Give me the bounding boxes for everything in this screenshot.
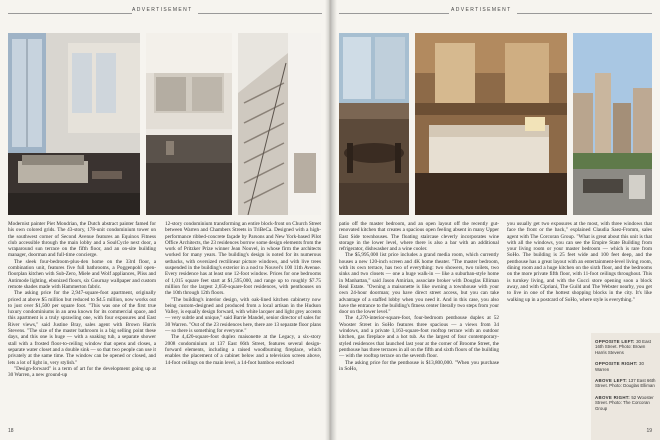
left-text-column-2 [165, 221, 321, 426]
paragraph: 12-story condominium transforming an entire block-front on Church Street between Warren and Chambers Streets in TriBeCa. Designed with a high-performance ribbed-concrete façade by Parsons and New York-based Pilot Office Architects, the 23 residences borrow some design elements from the work of Pritzker Prize winner Jean Nouvel, in whose firm the architects worked for many years. The building's design is noted for its numerous setbacks, with oversized rectilinear picture windows, and with live trees suspended in the building's exterior in a nod to Nouvel's 100 11th Avenue. Every residence has at least one 12-foot window. Prices for one bedrooms of 1,015 square feet start at $1,595,000, and range up to roughly $7.75 million for the largest 2,650-square-foot residences, with penthouses on the 10th through 12th floors. [165, 221, 321, 297]
right-page [331, 0, 660, 440]
header-rule [517, 13, 652, 14]
page-number: 18 [8, 428, 14, 434]
advertisement-header: ADVERTISEMENT [451, 7, 512, 13]
paragraph: The 4,420-square-foot duplex maisonette at the Legacy, a six-story 2008 condominium at 137 East 66th Street, features several design-forward elements, including a raised woodburning fireplace, which enables the placement of a cabinet below and a television screen above, 14-foot ceilings on the main level, a 14-foot bamboo enclosed [165, 334, 321, 366]
kitchen-photo [146, 33, 232, 215]
photo-credit: OPPOSITE LEFT: 30 East 16th Street. Photo: Brown Harris Stevens [595, 339, 651, 355]
header-rule [339, 13, 449, 14]
rooftop-terrace-photo [573, 33, 652, 215]
paragraph: The sleek four-bedroom-plus-den home on the 33rd floor, a combination unit, features five full bathrooms, a Poggenpohl open-floorplan kitchen with Sub-Zero, Miele and Wolf appliances, Pliss and Antimode lighting, ebonized floors, six Gournay wallpaper and custom remote shades made with Hammerton fabric. [8, 258, 156, 290]
paragraph: The asking price for the penthouse is $13,800,000. "When you purchase in SoHo, [339, 359, 499, 372]
paragraph: "The building's interior design, with oak-lined kitchen cabinetry now being custom-designed and produced from a local artisan in the Hudson Valley, is equally design forward, with white lacquer and light grey accents — very subtle and unique," said Barrie Mandel, senior director of sales for 30 Warren. "Out of the 23 residences here, there are 13 separate floor plans — so there is something for everyone." [165, 296, 321, 335]
header-rule [8, 13, 132, 14]
bedroom-photo [415, 33, 567, 215]
right-text-column-1 [339, 221, 499, 426]
staircase-photo [238, 33, 321, 215]
spine-gutter [325, 0, 337, 440]
left-text-column-1 [8, 221, 156, 426]
paragraph: The 4,270-interior-square-foot, four-bedroom penthouse duplex at 52 Wooster Street in SoHo features three spacious — a views from 34 windows, and a private 1,163-square-foot rooftop terrace with an outdoor kitchen, gas fireplace and a hot tub. As the largest of four contemporary-styled residences that launched last year at the corner of Broome Street, the penthouse has three terraces in all on the fifth and sixth floors of the building — with the rooftop terrace on the seventh floor. [339, 315, 499, 360]
paragraph: The asking price for the 2,947-square-foot apartment, originally priced at above $5 million but reduced to $4.5 million, now works out to just over $1,500 per square foot. "This was one of the first true luxury condominiums in an area known for its commercial space, and this apartment is a truly sprawling one, with four exposures and East River views," said Justine Bray, sales agent with Brown Harris Stevens. "The size of the master bathroom is a big selling point these days, and this one is huge — with a soaking tub, a separate shower stall with a frosted floor-to-ceiling window that opens and closes, a separate water closet and a double sink — so that two people can use it privately at the same time. The window can be opened or closed, and lets a lot of light in, very stylish." [8, 290, 156, 366]
right-text-column-2 [507, 221, 652, 331]
photo-credit: ABOVE RIGHT: 52 Wooster Street. Photo: The Corcoran Group [595, 394, 654, 411]
photo-credit: ABOVE LEFT: 137 East 66th Street. Photo: Douglas Elliman [595, 378, 656, 389]
left-page [0, 0, 329, 440]
photo-credits-box [591, 333, 660, 440]
page-number: 19 [646, 428, 652, 434]
advertisement-header: ADVERTISEMENT [132, 7, 193, 13]
photo-credit: OPPOSITE RIGHT: 30 Warren [595, 361, 644, 372]
paragraph: patio off the master bedroom, and an open layout off the recently gut-renovated kitchen that creates a spacious open feeling absent in many Upper East Side townhouses. The floating staircase cleverly incorporates wine storage in the lower level, where there is also a bar with an additional refrigerator, dishwasher and a wine cooler. [339, 221, 499, 253]
paragraph: Modernist painter Piet Mondrian, the Dutch abstract painter famed for his own colored grids. The 43-story, 178-unit condominium tower on the southwest corner of Second Avenue features an Equinox Fitness club accessible through the main lobby and a SoulCycle next door, a wraparound sun terrace on the fifth floor, and an on-site building manager, doorman and full-time concierge. [8, 221, 156, 259]
header-rule [198, 13, 322, 14]
paragraph: you usually get two exposures at the most, with three windows that face the front or the back," explained Claudia Saez-Fromm, sales agent with The Corcoran Group. "What is great about this unit is that with all the windows, you can see the Empire State Building from your living room or your master bedroom — which is rare from SoHo. The building is 25 feet wide and 100 feet deep, and the penthouse has a great layout with an entertainment-level living room, dining room and a huge kitchen on the sixth floor, and the bedrooms on the more private fifth floor, with 11-foot ceilings throughout. This is turnkey living, and with the Gucci store opening soon a block away, and with Cipriani, The Guild and The Webster nearby, you get to live in one of the hottest shopping blocks in the city. It's like walking up in a postcard of SoHo, where style is everything." [507, 221, 652, 303]
paragraph: The $5,995,000 list price includes a grand media room, which currently houses a new 120-inch screen and 4K home theater. "The master bedroom, with its own terrace, has two of everything: two showers, two toilets, two sinks and two closets — one a huge walk-in — like a suburban-style home in Manhattan," said Jason Amirian, associate broker with Douglas Elliman Real Estate. "Owning a maisonette is like owning a townhouse with your own 24-hour doorman; you have direct street access, but you can take advantage of a staffed lobby when you need it. And in this case, you also have the entrance to the building's fitness center literally two steps from your door on the lower level." [339, 252, 499, 316]
dining-room-photo [339, 33, 409, 215]
living-room-photo [8, 33, 140, 215]
paragraph: "Design-forward" is a term of art for the development going up at 30 Warren, a new ground-up [8, 365, 156, 379]
